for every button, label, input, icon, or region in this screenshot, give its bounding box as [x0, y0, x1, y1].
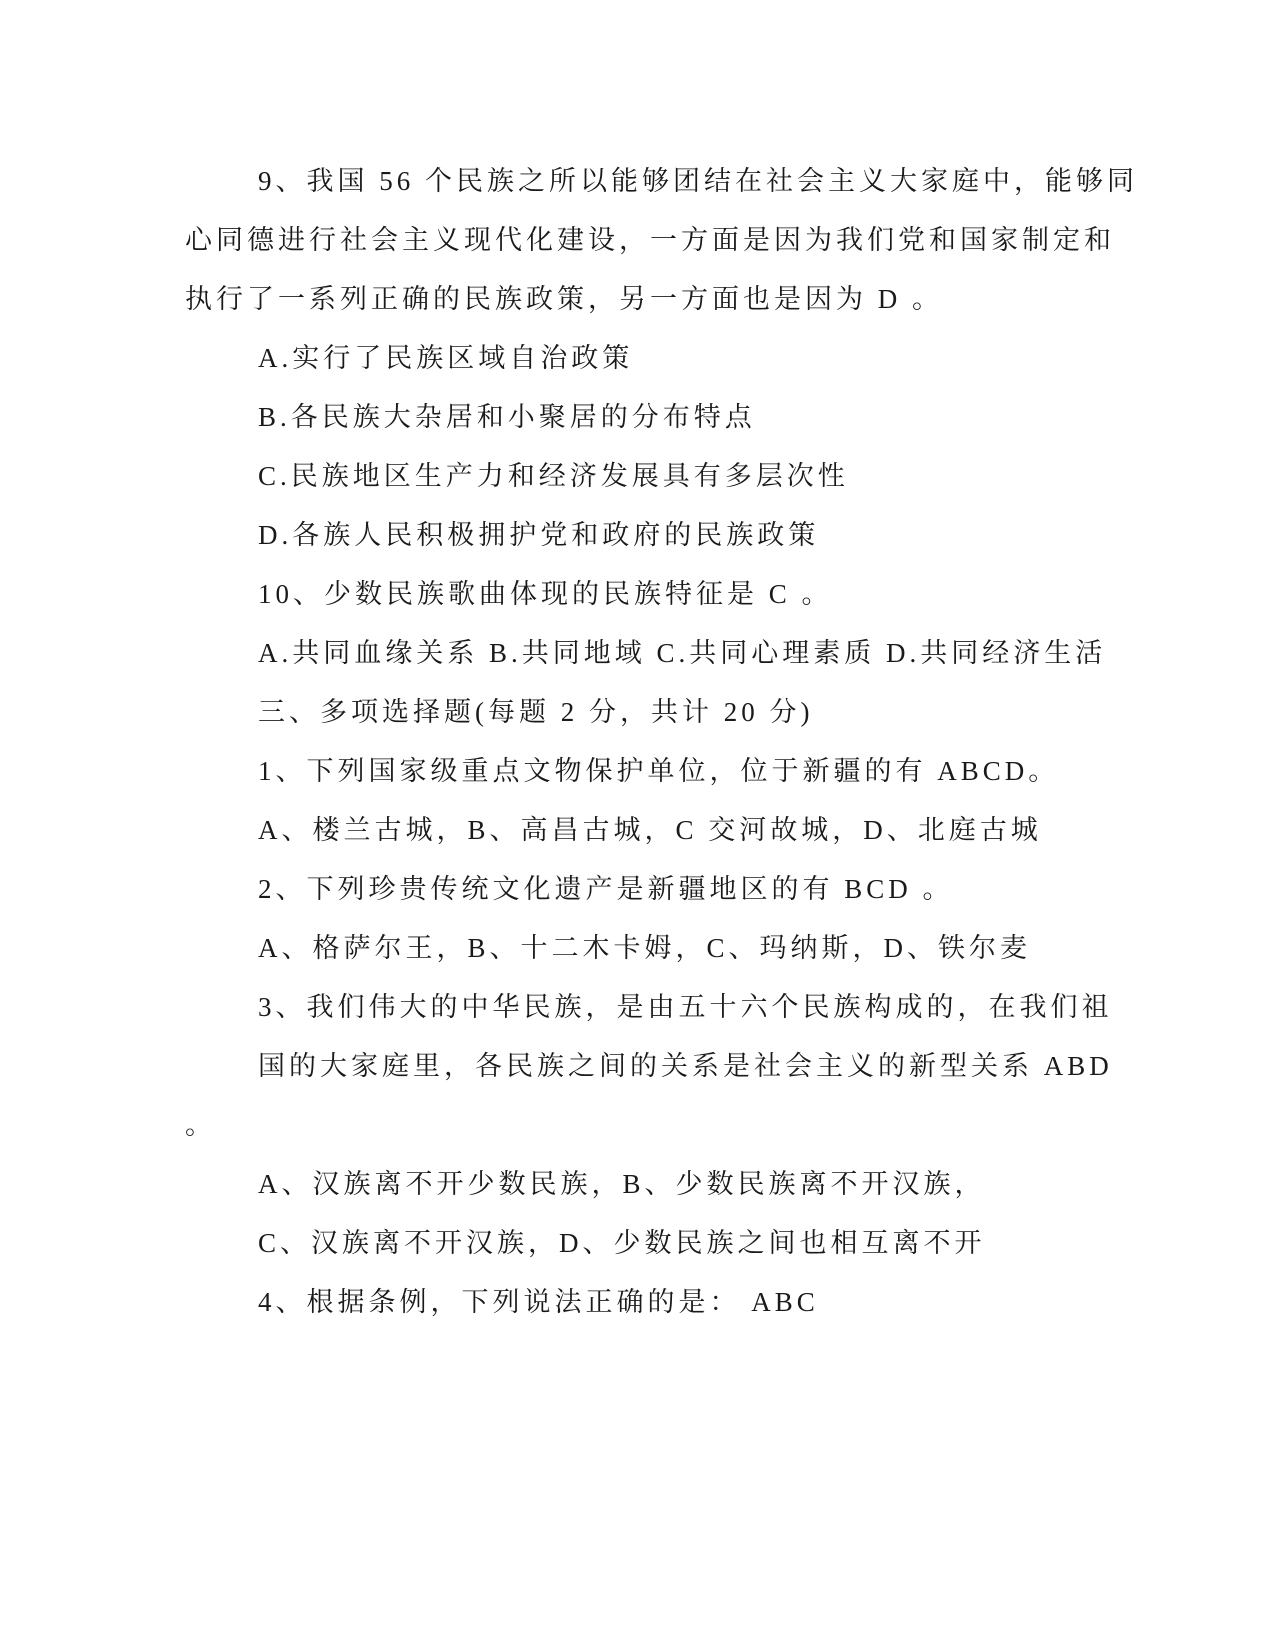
mc-question-4-text: 4、根据条例，下列说法正确的是： ABC — [258, 1287, 819, 1317]
question-10-text: 10、少数民族歌曲体现的民族特征是 C 。 — [258, 579, 833, 609]
mc-question-3-options-2: C、汉族离不开汉族，D、少数民族之间也相互离不开 — [258, 1228, 986, 1258]
question-9-option-a: A.实行了民族区域自治政策 — [258, 343, 634, 373]
mc-question-3-line-1: 3、我们伟大的中华民族，是由五十六个民族构成的，在我们祖 — [258, 992, 1113, 1022]
mc-question-2-text: 2、下列珍贵传统文化遗产是新疆地区的有 BCD 。 — [258, 874, 954, 904]
mc-question-3-options-1: A、汉族离不开少数民族，B、少数民族离不开汉族， — [258, 1169, 986, 1199]
question-9-line-3: 执行了一系列正确的民族政策，另一方面也是因为 D 。 — [185, 284, 943, 314]
question-9-option-d: D.各族人民积极拥护党和政府的民族政策 — [258, 520, 820, 550]
question-9-line-1: 9、我国 56 个民族之所以能够团结在社会主义大家庭中，能够同 — [258, 166, 1138, 196]
question-9-line-2: 心同德进行社会主义现代化建设，一方面是因为我们党和国家制定和 — [185, 225, 1115, 255]
section-heading: 三、多项选择题(每题 2 分，共计 20 分) — [258, 697, 814, 727]
mc-question-2-options: A、格萨尔王，B、十二木卡姆，C、玛纳斯，D、铁尔麦 — [258, 933, 1032, 963]
mc-question-3-line-3: 。 — [185, 1110, 216, 1140]
mc-question-1-options: A、楼兰古城，B、高昌古城，C 交河故城，D、北庭古城 — [258, 815, 1042, 845]
question-9-option-b: B.各民族大杂居和小聚居的分布特点 — [258, 402, 756, 432]
question-10-options: A.共同血缘关系 B.共同地域 C.共同心理素质 D.共同经济生活 — [258, 638, 1107, 668]
mc-question-3-line-2: 国的大家庭里，各民族之间的关系是社会主义的新型关系 ABD — [258, 1051, 1113, 1081]
question-9-option-c: C.民族地区生产力和经济发展具有多层次性 — [258, 461, 849, 491]
mc-question-1-text: 1、下列国家级重点文物保护单位，位于新疆的有 ABCD。 — [258, 756, 1060, 786]
